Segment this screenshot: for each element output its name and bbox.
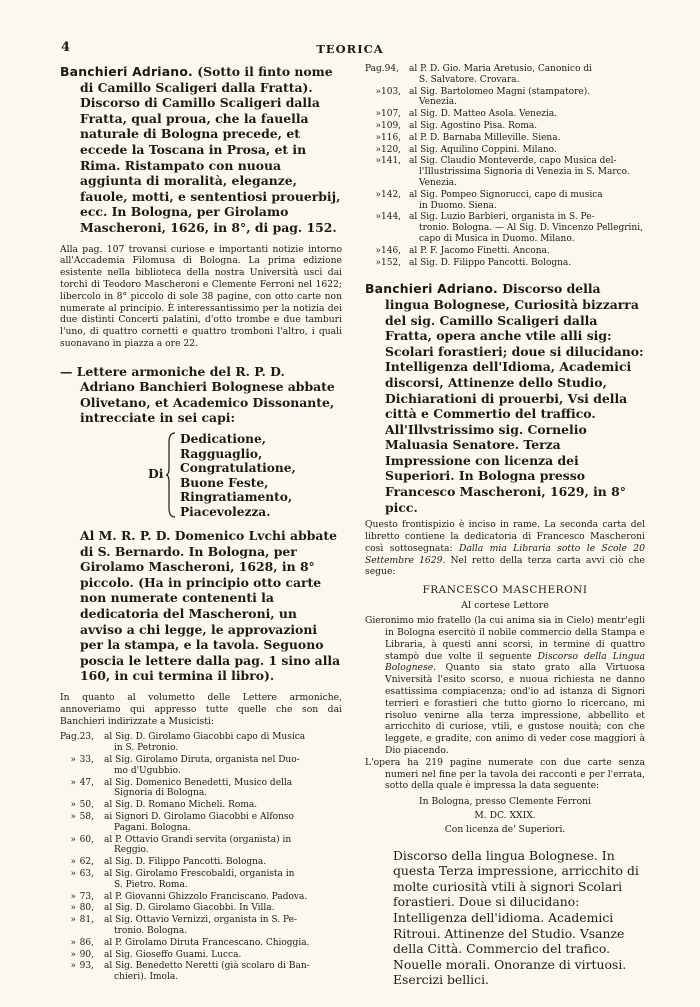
list-item: »103, al Sig. Bartolomeo Magni (stampatore). Venezia. [375,86,591,108]
note-letters-intro: In quanto al volumetto delle Lettere armoniche, annoveriamo qui appresso tutte quelle che son dai Banchieri indirizzate a Musicisti: [60,692,342,727]
brace-label: Di [148,466,164,482]
list-item: »152, al Sig. D. Filippo Pancotti. Bologna. [375,257,572,268]
page-number: 4 [61,40,71,55]
brace-items [180,432,296,519]
imprint-line: In Bologna, presso Clemente Ferroni [419,796,591,808]
brace-icon [166,432,176,518]
list-item: Pag.94, al P. D. Gio. Maria Aretusio, Canonico di S. Salvatore. Crovara. [365,64,592,85]
list-item: Pag.23, al Sig. D. Girolamo Giacobbi capo di Musica in S. Petronio. [60,732,306,754]
entry-discorso-lingua [365,281,645,515]
brace-item: Ringratiamento, [180,490,293,505]
list-item: » 33, al Sig. Girolamo Diruta, organista nel Duo- mo d'Ugubbio. [70,755,300,776]
imprint-license: Con licenza de' Superiori. [444,823,566,835]
note-pages: L'opera ha 219 pagine numerate con due carte senza numeri nel fine per la tavola dei racconti e per l'errata, sotto della quale è impressa la data seguente: [365,756,645,792]
entry-author: Banchieri Adriano. [60,64,193,79]
brace-group [60,432,342,520]
list-item: » 86, al P. Girolamo Diruta Francescano. Chioggia. [70,937,310,948]
letter-heading: FRANCESCO MASCHERONI [422,584,588,597]
list-item: »141, al Sig. Claudio Monteverde, capo Musica del- l'Illustrissima Signoria di Venezia in S. Marco. Venezia. [375,156,630,188]
entry-text: (Sotto il finto nome di Camillo Scaligeri dalla Fratta). Discorso di Camillo Scaligeri dalla Fratta, qual proua, che la fauella naturale di Bologna precede, et eccede la Toscana in Prosa, et in Rima. Ristampato con nuoua aggiunta di moralità, eleganze, fauole, motti, e sententiosi prouerbij, ecc. In Bologna, per Girolamo Mascheroni, 1626, in 8°, di pag. 152. [80,64,341,235]
brace-item: Buone Feste, [180,475,269,490]
list-item: »116, al P. D. Barnaba Milleville. Siena. [375,132,561,143]
list-item: » 63, al Sig. Girolamo Frescobaldi, organista in S. Pietro. Roma. [70,868,295,890]
brace-item: Dedicatione, [180,432,267,447]
note-frontispiece: Questo frontispizio è inciso in rame. La seconda carta del libretto contiene la dedicatoria di Francesco Mascheroni così sottosegnata: Dalla mia Libraria sotto le Scole 20 Settembre 1629. Nel retto della terza carta avvi ciò che segue: [365,519,645,578]
letters-list-left [60,732,342,983]
letter-subheading: Al cortese Lettore [461,600,549,612]
brace-item: Ragguaglio, [180,446,263,461]
entry-text: Discorso della lingua Bolognese, Curiosità bizzarra del sig. Camillo Scaligeri dalla Fratta, opera anche vtile alli sig: Scolari forastieri; doue si dilucidano: Intelligenza dell'Idioma, Academici discorsi, Attinenze dello Studio, Dichiarationi di prouerbi, Vsi della città e Commertio del traffico. All'Illvstrissimo sig. Cornelio Maluasia Senatore. Terza Impressione con licenza dei Superiori. In Bologna presso Francesco Mascheroni, 1629, in 8° picc. [385,281,644,515]
list-item: » 81, al Sig. Ottavio Vernizzi, organista in S. Pe- tronio. Bologna. [70,915,298,936]
list-item: » 93, al Sig. Benedetto Neretti (già scolaro di Ban- chieri). Imola. [70,961,310,983]
list-item: » 62, al Sig. D. Filippo Pancotti. Bologna. [70,857,267,868]
letter-quote: Gieronimo mio fratello (la cui anima sia in Cielo) mentr'egli in Bologna esercitò il nobile commercio della Stampa e Libraria, à questi anni scorsi, in termine di quattro stampò due volte il seguente Discorso della Lingua Bolognese. Quanto sia stato grato alla Virtuosa Vniversità l'esito scorso, e nuoua richiesta ne danno esattissima compiacenza; ond'io ad istanza di Signori terrieri e forastieri che tutto giorno lo ricercano, mi risoluo venirne alla terza impressione, abbellito et arricchito di curiose, vtili, e gustose nouità; con che leggete, e gradite, con animo di veder cose maggiori à Dio piacendo. [365,615,645,756]
list-item: » 80, al Sig. D. Girolamo Giacobbi. In Villa. [70,903,275,914]
brace-item: Piacevolezza. [180,504,271,519]
imprint-date: M. DC. XXIX. [474,809,536,821]
list-item: » 47, al Sig. Domenico Benedetti, Musico della Signoria di Bologna. [70,777,293,799]
list-item: » 73, al P. Giovanni Ghizzolo Franciscano. Padova. [70,891,308,902]
list-item: » 60, al P. Ottavio Grandi servita (organista) in Reggio. [70,834,292,856]
list-item: » 90, al Sig. Gioseffo Guami. Lucca. [70,949,242,960]
list-item: »142, al Sig. Pompeo Signorucci, capo di musica in Duomo. Siena. [375,189,603,211]
list-item: »146, al P. F. Jacomo Finetti. Ancona. [375,245,550,256]
entry-author: Banchieri Adriano. [365,281,498,297]
entry-discorso [60,64,342,236]
list-item: »107, al Sig. D. Matteo Asola. Venezia. [375,109,558,120]
entry-lettere-armoniche: — Lettere armoniche del R. P. D. Adriano Banchieri Bolognese abbate Olivetano, et Academico Dissonante, intrecciate in sei capi: [60,363,335,426]
final-description: Discorso della lingua Bolognese. In questa Terza impressione, arricchito di molte curiosità vtili à signori Scolari forastieri. Doue si dilucidano: Intelligenza dell'idioma. Academici Ritroui. Attinenze del Studio. Vsanze della Città. Commercio del trafico. Nouelle morali. Onoranze di virtuosi. Esercizi bellici. [393,847,639,988]
note-accademia: Alla pag. 107 trovansi curiose e importanti notizie intorno all'Accademia Filomusa di Bologna. La prima edizione esistente nella biblioteca della nostra Università uscì dai torchi di Teodoro Mascheroni e Clemente Ferroni nel 1622; libercolo in 8° piccolo di sole 38 pagine, con otto carte non numerate al principio. È interessantissimo per la notizia dei due distinti Concerti palatini, d'otto trombe e due tamburi l'uno, di quattro cornetti e quattro tromboni l'altro, i quali suonavano in piazza a ore 22. [60,243,342,349]
list-item: » 58, ai Signori D. Girolamo Giacobbi e Alfonso Pagani. Bologna. [70,811,294,833]
brace-item: Congratulatione, [180,461,296,476]
right-column [365,64,645,988]
entry-dedication: Al M. R. P. D. Domenico Lvchi abbate di S. Bernardo. In Bologna, per Girolamo Mascheroni, 1628, in 8° piccolo. (Ha in principio otto carte non numerate contenenti la dedicatoria del Mascheroni, un avviso a chi legge, le approvazioni per la stampa, e la tavola. Seguono poscia le lettere dalla pag. 1 sino alla 160, in cui termina il libro). [80,528,341,684]
letters-list-right [365,64,645,268]
list-item: »109, al Sig. Agostino Pisa. Roma. [375,120,538,131]
list-item: » 50, al Sig. D. Romano Micheli. Roma. [70,800,258,811]
running-head: TEORICA [316,42,384,56]
list-item: »120, al Sig. Aquilino Coppini. Milano. [375,144,557,155]
left-column [60,64,342,984]
list-item: »144, al Sig. Luzio Barbieri, organista in S. Pe- tronio. Bologna. — Al Sig. D. Vincenzo Pellegrini, capo di Musica in Duomo. Milano. [375,212,643,244]
